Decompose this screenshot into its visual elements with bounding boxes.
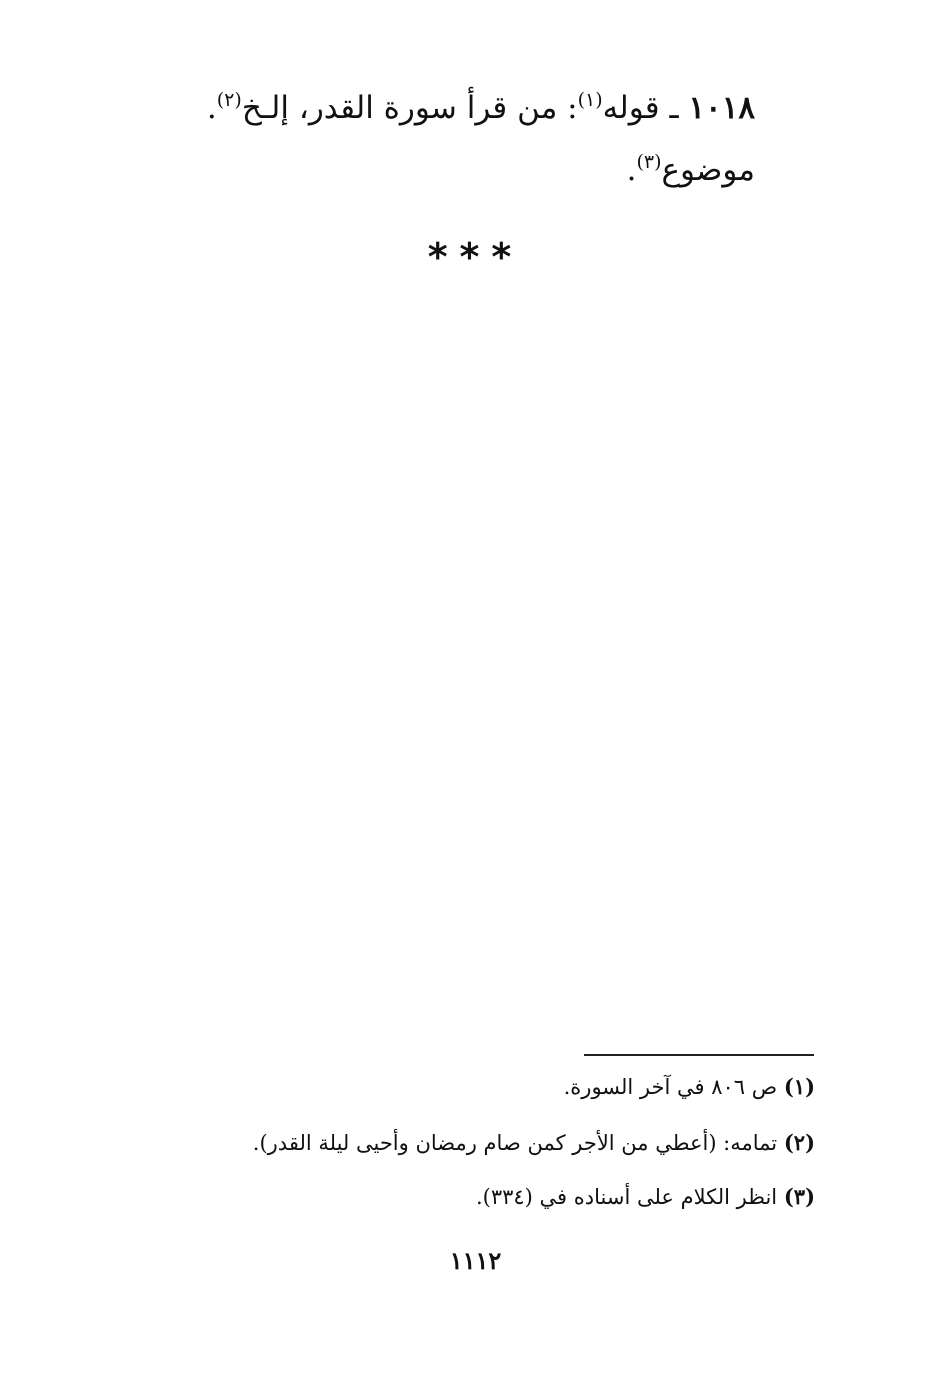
entry-verdict: موضوع [661, 152, 755, 188]
footnote-2 [136, 1130, 815, 1156]
footnote-ref-1[interactable]: (١) [577, 89, 603, 111]
page-number: ١١١٢ [449, 1246, 502, 1275]
footnote-marker: (٢) [783, 1130, 815, 1155]
footnote-ref-2[interactable]: (٢) [216, 89, 242, 111]
section-separator-asterisks: *** [427, 235, 524, 279]
footnote-3 [136, 1184, 815, 1210]
footnote-marker: (١) [783, 1074, 815, 1099]
entry-qawluh: قوله [602, 90, 660, 126]
footnote-text: تمامه: (أعطي من الأجر كمن صام رمضان وأحيى ليلة القدر). [252, 1131, 778, 1155]
footnote-text: انظر الكلام على أسناده في (٣٣٤). [475, 1185, 778, 1209]
hadith-verdict-line [196, 152, 755, 189]
footnote-ref-3[interactable]: (٣) [636, 151, 662, 173]
entry-dash: ـ [669, 90, 679, 126]
hadith-entry-line [196, 90, 755, 127]
entry-quote: : من قرأ سورة القدر، إلـخ [241, 90, 578, 126]
footnote-text: ص ٨٠٦ في آخر السورة. [563, 1075, 778, 1099]
verdict-period: . [626, 152, 637, 188]
footnote-divider [584, 1054, 814, 1056]
entry-period: . [206, 90, 217, 126]
footnote-marker: (٣) [783, 1184, 815, 1209]
footnote-1 [136, 1074, 815, 1100]
entry-number: ١٠١٨ [688, 90, 755, 126]
